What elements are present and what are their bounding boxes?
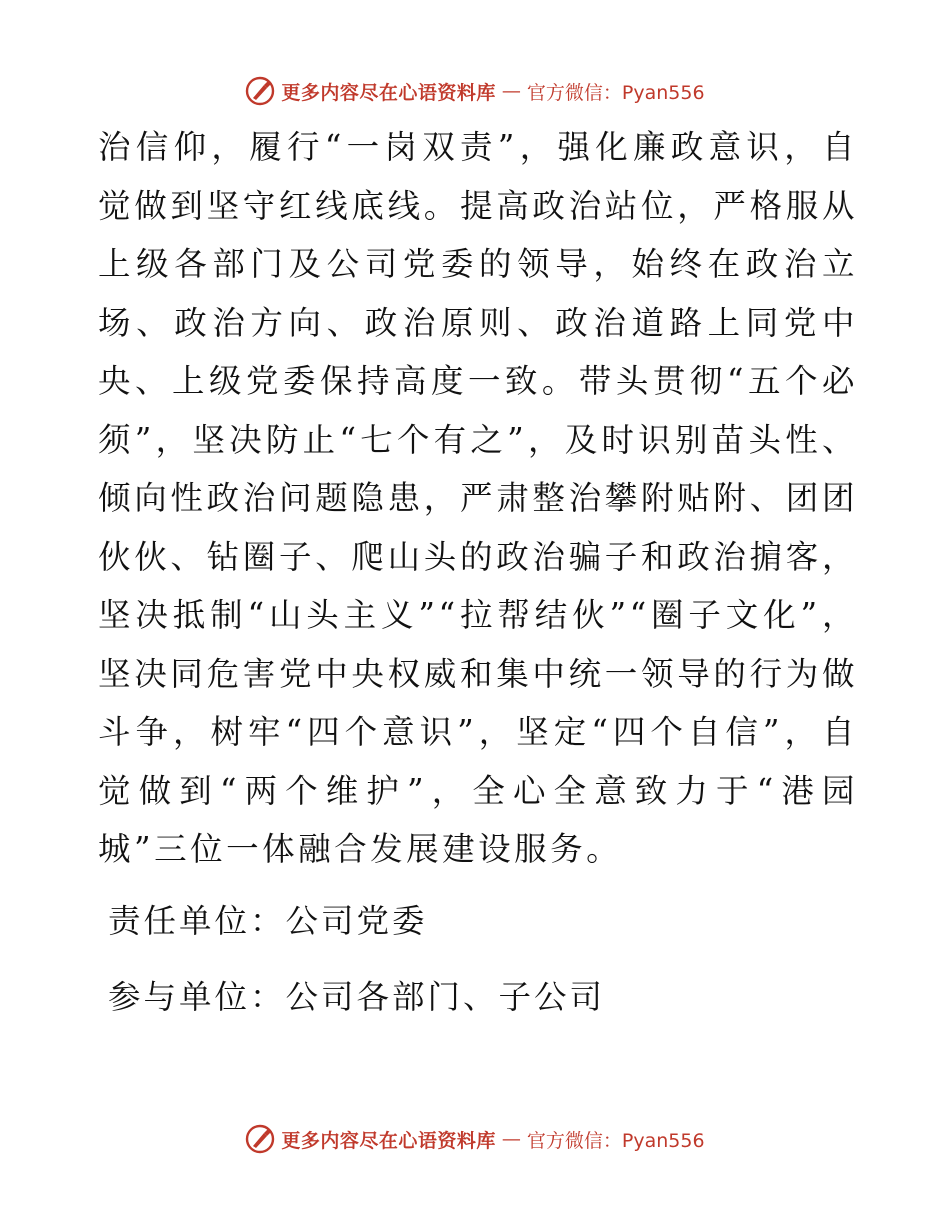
footer-wechat-text: 官方微信：Pyan556 (526, 1129, 705, 1152)
responsible-unit: 责任单位：公司党委 (108, 902, 428, 940)
header-banner (245, 76, 704, 106)
page-footer (0, 1122, 950, 1156)
header-separator: — (501, 80, 521, 102)
footer-brand-text: 更多内容尽在心语资料库 (281, 1129, 496, 1152)
pen-logo-icon (245, 76, 275, 106)
page-header (0, 74, 950, 108)
participating-unit: 参与单位：公司各部门、子公司 (108, 978, 606, 1016)
header-brand-text: 更多内容尽在心语资料库 (281, 81, 496, 104)
footer-banner (245, 1124, 704, 1154)
header-wechat-text: 官方微信：Pyan556 (526, 81, 705, 104)
pen-logo-icon (245, 1124, 275, 1154)
body-paragraph: 治信仰，履行“一岗双责”，强化廉政意识，自觉做到坚守红线底线。提高政治站位，严格服从上级各部门及公司党委的领导，始终在政治立场、政治方向、政治原则、政治道路上同党中央、上级党委保持高度一致。带头贯彻“五个必须”，坚决防止“七个有之”，及时识别苗头性、倾向性政治问题隐患，严肃整治攀附贴附、团团伙伙、钻圈子、爬山头的政治骗子和政治掮客，坚决抵制“山头主义”“拉帮结伙”“圈子文化”，坚决同危害党中央权威和集中统一领导的行为做斗争，树牢“四个意识”，坚定“四个自信”，自觉做到“两个维护”，全心全意致力于“港园城”三位一体融合发展建设服务。 (98, 128, 858, 868)
footer-separator: — (501, 1128, 521, 1150)
